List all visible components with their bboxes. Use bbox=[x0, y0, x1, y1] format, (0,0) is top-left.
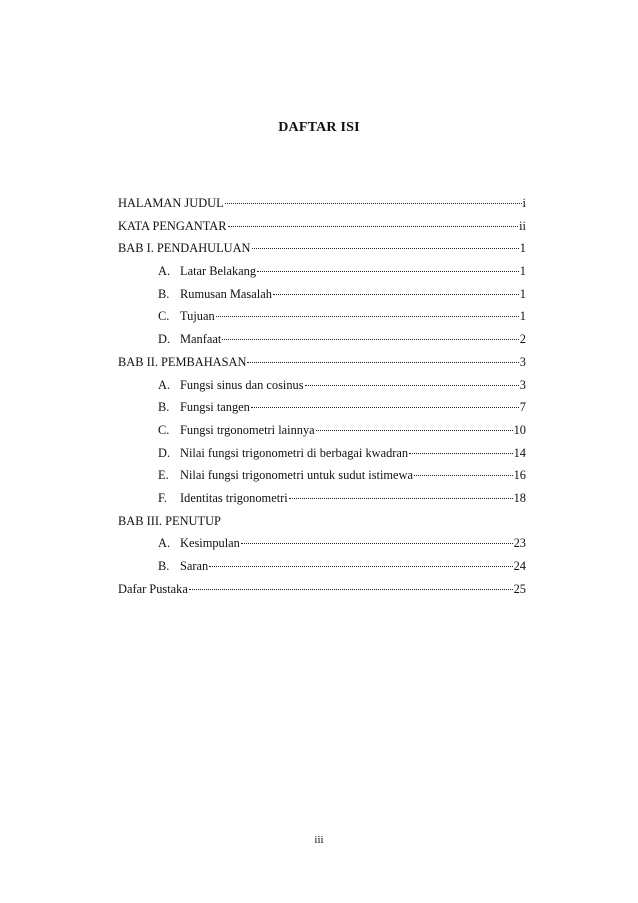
toc-label: Identitas trigonometri bbox=[180, 490, 288, 505]
toc-dot-leader bbox=[189, 588, 513, 590]
toc-dot-leader bbox=[289, 497, 513, 499]
toc-label: Fungsi sinus dan cosinus bbox=[180, 377, 304, 392]
toc-entry bbox=[118, 215, 526, 238]
toc-dot-leader bbox=[228, 225, 519, 227]
toc-page-number: 7 bbox=[519, 400, 526, 415]
toc-dot-leader bbox=[257, 270, 519, 272]
toc-marker: B. bbox=[158, 286, 170, 301]
toc-label: KATA PENGANTAR bbox=[118, 218, 227, 233]
toc-label: HALAMAN JUDUL bbox=[118, 196, 224, 210]
toc-subentry bbox=[118, 328, 526, 351]
toc-subentry bbox=[118, 442, 526, 465]
toc-page-number: 23 bbox=[513, 536, 526, 551]
toc-label: Fungsi tangen bbox=[180, 400, 250, 415]
toc-marker: A. bbox=[158, 264, 171, 279]
toc-page-number: 1 bbox=[519, 286, 526, 301]
page-number: iii bbox=[314, 834, 324, 846]
toc-page-number: 14 bbox=[513, 445, 526, 460]
toc-page-number: 3 bbox=[519, 354, 526, 369]
toc-marker: A. bbox=[158, 377, 171, 392]
toc-entry bbox=[118, 192, 526, 215]
toc-entry bbox=[118, 351, 526, 374]
toc-marker: B. bbox=[158, 559, 170, 573]
toc-page-number: i bbox=[522, 196, 526, 210]
toc-label: Kesimpulan bbox=[180, 536, 240, 551]
toc-subentry bbox=[118, 396, 526, 419]
toc-dot-leader bbox=[225, 202, 522, 204]
toc-subentry bbox=[118, 260, 526, 283]
toc-label: Dafar Pustaka bbox=[118, 581, 188, 596]
toc-label: Nilai fungsi trigonometri di berbagai kwadran bbox=[180, 445, 409, 460]
toc-subentry bbox=[118, 305, 526, 328]
toc-marker: B. bbox=[158, 400, 170, 415]
toc-subentry bbox=[118, 464, 526, 487]
toc-entry bbox=[118, 510, 526, 533]
toc-page-number: 1 bbox=[519, 309, 526, 324]
toc-label: Nilai fungsi trigonometri untuk sudut istimewa bbox=[180, 468, 413, 483]
toc-label: BAB II. PEMBAHASAN bbox=[118, 354, 247, 369]
toc-label: BAB III. PENUTUP bbox=[118, 513, 221, 528]
toc-label: Rumusan Masalah bbox=[180, 286, 272, 301]
toc-page-number: 1 bbox=[519, 241, 526, 256]
toc-subentry bbox=[118, 374, 526, 397]
toc-dot-leader bbox=[241, 542, 513, 544]
toc-marker: F. bbox=[158, 490, 167, 505]
toc-page-number: 10 bbox=[513, 422, 526, 437]
toc-page-number: 2 bbox=[519, 332, 526, 347]
toc-entry bbox=[118, 578, 526, 601]
toc-dot-leader bbox=[222, 338, 519, 340]
toc-subentry bbox=[118, 487, 526, 510]
page-title: DAFTAR ISI bbox=[278, 120, 360, 135]
toc-subentry bbox=[118, 555, 526, 578]
table-of-contents bbox=[118, 192, 526, 600]
toc-page-number: ii bbox=[519, 218, 526, 233]
toc-dot-leader bbox=[209, 565, 512, 567]
toc-page-number: 16 bbox=[513, 468, 526, 483]
toc-marker: C. bbox=[158, 309, 170, 324]
toc-dot-leader bbox=[216, 315, 519, 317]
toc-marker: C. bbox=[158, 422, 170, 437]
toc-subentry bbox=[118, 419, 526, 442]
toc-dot-leader bbox=[273, 293, 519, 295]
toc-entry bbox=[118, 237, 526, 260]
toc-dot-leader bbox=[247, 361, 518, 363]
toc-marker: D. bbox=[158, 332, 171, 347]
toc-label: Manfaat bbox=[180, 332, 222, 347]
toc-dot-leader bbox=[414, 474, 513, 476]
toc-page-number: 25 bbox=[513, 581, 526, 596]
toc-page-number: 24 bbox=[513, 559, 526, 573]
toc-marker: E. bbox=[158, 468, 169, 483]
toc-label: Fungsi trgonometri lainnya bbox=[180, 422, 315, 437]
toc-dot-leader bbox=[316, 429, 513, 431]
toc-label: BAB I. PENDAHULUAN bbox=[118, 241, 251, 256]
toc-label: Tujuan bbox=[180, 309, 215, 324]
toc-dot-leader bbox=[305, 384, 519, 386]
toc-marker: A. bbox=[158, 536, 171, 551]
toc-label: Latar Belakang bbox=[180, 264, 257, 279]
toc-page-number: 1 bbox=[519, 264, 526, 279]
toc-dot-leader bbox=[409, 452, 512, 454]
toc-dot-leader bbox=[251, 406, 519, 408]
toc-subentry bbox=[118, 532, 526, 555]
toc-page-number: 3 bbox=[519, 377, 526, 392]
toc-page-number: 18 bbox=[513, 490, 526, 505]
toc-subentry bbox=[118, 283, 526, 306]
toc-dot-leader bbox=[252, 247, 519, 249]
toc-label: Saran bbox=[180, 559, 209, 573]
toc-marker: D. bbox=[158, 445, 171, 460]
